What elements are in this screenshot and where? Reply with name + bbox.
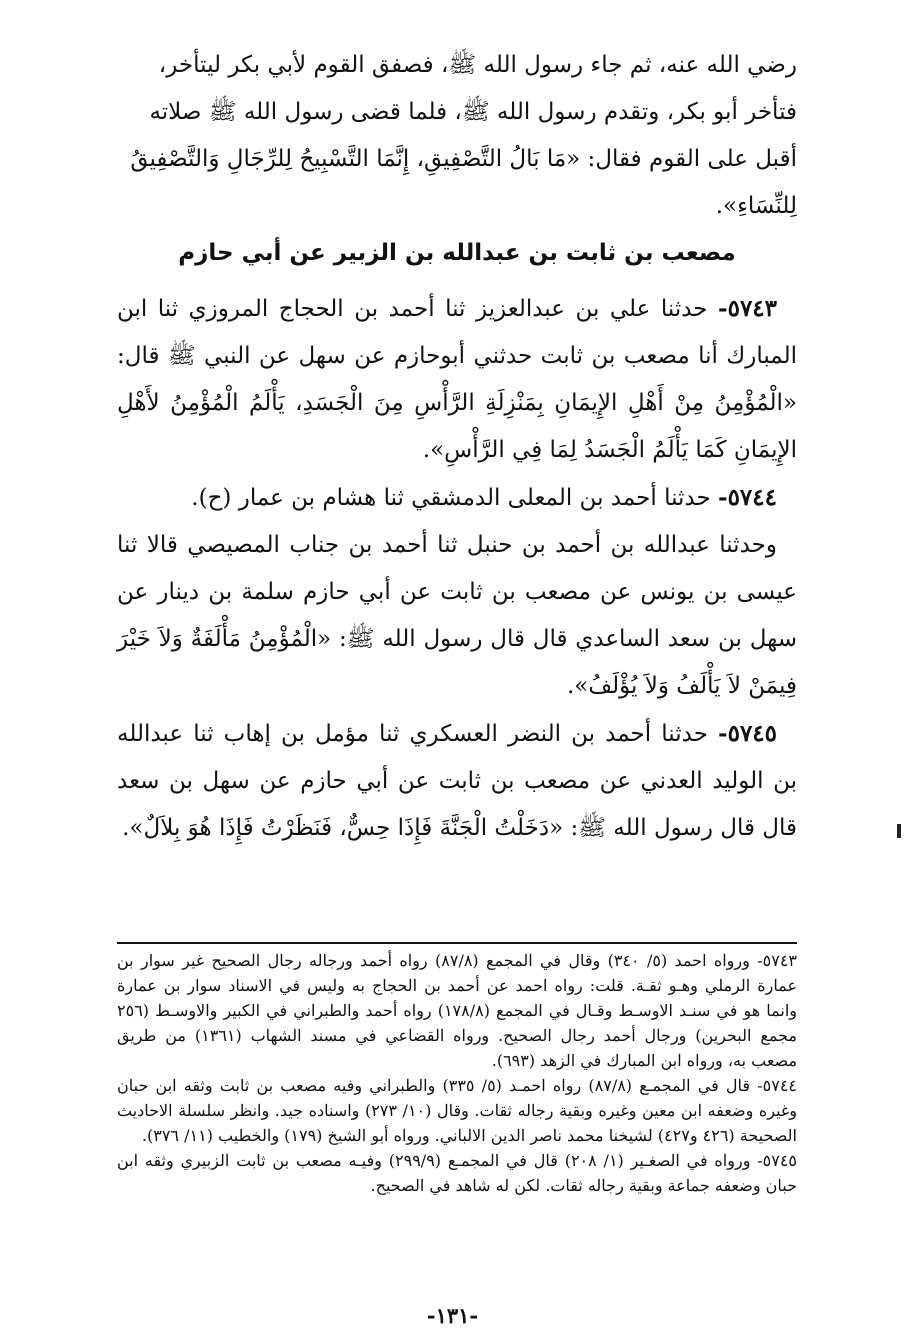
hadith-text: حدثنا أحمد بن المعلى الدمشقي ثنا هشام بن عمار (ح). [191, 485, 711, 511]
footnotes [117, 948, 797, 1198]
scan-edge-mark [897, 824, 901, 838]
intro-line: أقبل على القوم فقال: «مَا بَالُ التَّصْفِيقِ، إِنَّمَا التَّسْبِيحُ لِلرِّجَالِ وَالتَّصْفِيقُ [130, 146, 797, 172]
footnote-5744: ٥٧٤٤- قال في المجمـع (٨٧/٨) رواه احمـد (٥/ ٣٣٥) والطبراني وفيه مصعب بن ثابت وثقه ابن حبان وغيره وضعفه ابن معين وغيره وبقية رجاله ثقات. وقال (١٠/ ٢٧٣) واسناده جيد. وانظر سلسلة الاحاديث الصحيحة (٤٢٦ و٤٢٧) لشيخنا محمد ناصر الدين الالباني. ورواه أبو الشيخ (١٧٩) والخطيب (١١/ ٣٧٦). [117, 1076, 798, 1145]
intro-line: فتأخر أبو بكر، وتقدم رسول الله ﷺ، فلما قضى رسول الله ﷺ صلاته [149, 99, 797, 125]
hadith-5743 [117, 285, 797, 474]
hadith-number: ٥٧٤٤- [718, 484, 777, 511]
page-number: -١٣١- [426, 1303, 479, 1328]
hadith-text: حدثنا علي بن عبدالعزيز ثنا أحمد بن الحجاج المروزي ثنا ابن المبارك أنا مصعب بن ثابت حدثني أبوحازم عن سهل عن النبي ﷺ قال: «الْمُؤْمِنُ مِنْ أَهْلِ الإِيمَانِ بِمَنْزِلَةِ الرَّأْسِ مِنَ الْجَسَدِ، يَأْلَمُ الْمُؤْمِنُ لأَهْلِ الإِيمَانِ كَمَا يَأْلَمُ الْجَسَدُ لِمَا فِي الرَّأْسِ». [117, 296, 797, 463]
hadith-5744 [117, 474, 797, 522]
chapter-title: مصعب بن ثابت بن عبدالله بن الزبير عن أبي حازم [178, 240, 736, 266]
footnote-divider [117, 942, 797, 944]
hadith-number: ٥٧٤٣- [718, 295, 778, 322]
intro-line: رضي الله عنه، ثم جاء رسول الله ﷺ، فصفق القوم لأبي بكر ليتأخر، [158, 52, 797, 78]
footnote-5743: ٥٧٤٣- ورواه احمد (٥/ ٣٤٠) وقال في المجمع (٨٧/٨) رواه أحمد ورجاله رجال الصحيح غير سوار بن عمارة الرملي وهـو ثقـة. قلت: رواه احمد عن أحمد بن الحجاج به وليس في الاسناد سوار بن عمارة وانما هو في سنـد الاوسـط وقـال في المجمع (١٧٨/٨) رواه أحمد والطبراني في الكبير والاوسـط (٢٥٦ مجمع البحرين) ورجال أحمد رجال الصحيح. ورواه القضاعي في مسند الشهاب (١٣٦١) من طريق مصعب به، ورواه ابن المبارك في الزهد (٦٩٣). [117, 951, 797, 1070]
hadith-5744-chain: وحدثنا عبدالله بن أحمد بن حنبل ثنا أحمد بن جناب المصيصي قالا ثنا عيسى بن يونس عن مصعب بن ثابت عن أبي حازم سلمة بن دينار عن سهل بن سعد الساعدي قال قال رسول الله ﷺ: «الْمُؤْمِنُ مَأْلَفَةٌ وَلاَ خَيْرَ فِيمَنْ لاَ يَأْلَفُ وَلاَ يُؤْلَفُ». [117, 532, 797, 699]
hadith-number: ٥٧٤٥- [718, 720, 778, 747]
main-text [117, 42, 797, 852]
hadith-5745 [117, 710, 797, 852]
footnote-5745: ٥٧٤٥- ورواه في الصغـير (١/ ٢٠٨) قال في المجمـع (٢٩٩/٩) وفيـه مصعب بن ثابت الزبيري وثقه ابن حبان وضعفه جماعة وبقية رجاله ثقات. لكن له شاهد في الصحيح. [117, 1151, 797, 1195]
hadith-text: حدثنا أحمد بن النضر العسكري ثنا مؤمل بن إهاب ثنا عبدالله بن الوليد العدني عن مصعب بن ثابت عن أبي حازم عن سهل بن سعد قال قال رسول الله ﷺ: «دَخَلْتُ الْجَنَّةَ فَإِذَا حِسٌّ، فَنَظَرْتُ فَإِذَا هُوَ بِلاَلٌ». [117, 721, 797, 841]
intro-line: لِلنِّسَاءِ». [715, 193, 797, 219]
